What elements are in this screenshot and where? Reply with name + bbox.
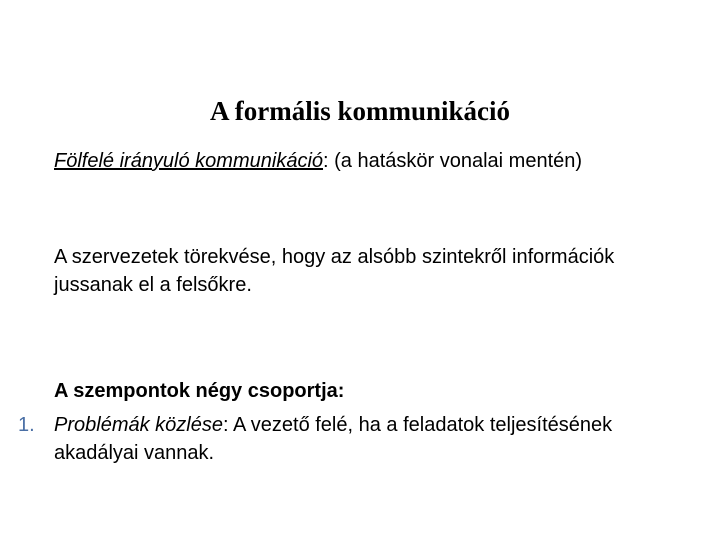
paragraph-organization-effort: A szervezetek törekvése, hogy az alsóbb szintekről információk jussanak el a felsőkre.: [54, 246, 615, 296]
slide-title-text: A formális kommunikáció: [209, 96, 511, 126]
term-upward-communication: Fölfelé irányuló kommunikáció: [54, 150, 324, 172]
list-item-problem-reporting: [54, 411, 674, 467]
list-number-1: 1.: [18, 414, 35, 436]
paragraph-four-groups: A szempontok négy csoportja:: [54, 380, 345, 402]
paragraph1-rest: : (a hatáskör vonalai mentén): [323, 150, 583, 172]
term-problem-reporting: Problémák közlése: [54, 414, 223, 436]
paragraph-upward-communication: [54, 147, 674, 175]
list-item1-rest: : A vezető felé, ha a feladatok teljesítésének akadályai vannak.: [54, 414, 613, 464]
slide-title: [0, 92, 720, 130]
